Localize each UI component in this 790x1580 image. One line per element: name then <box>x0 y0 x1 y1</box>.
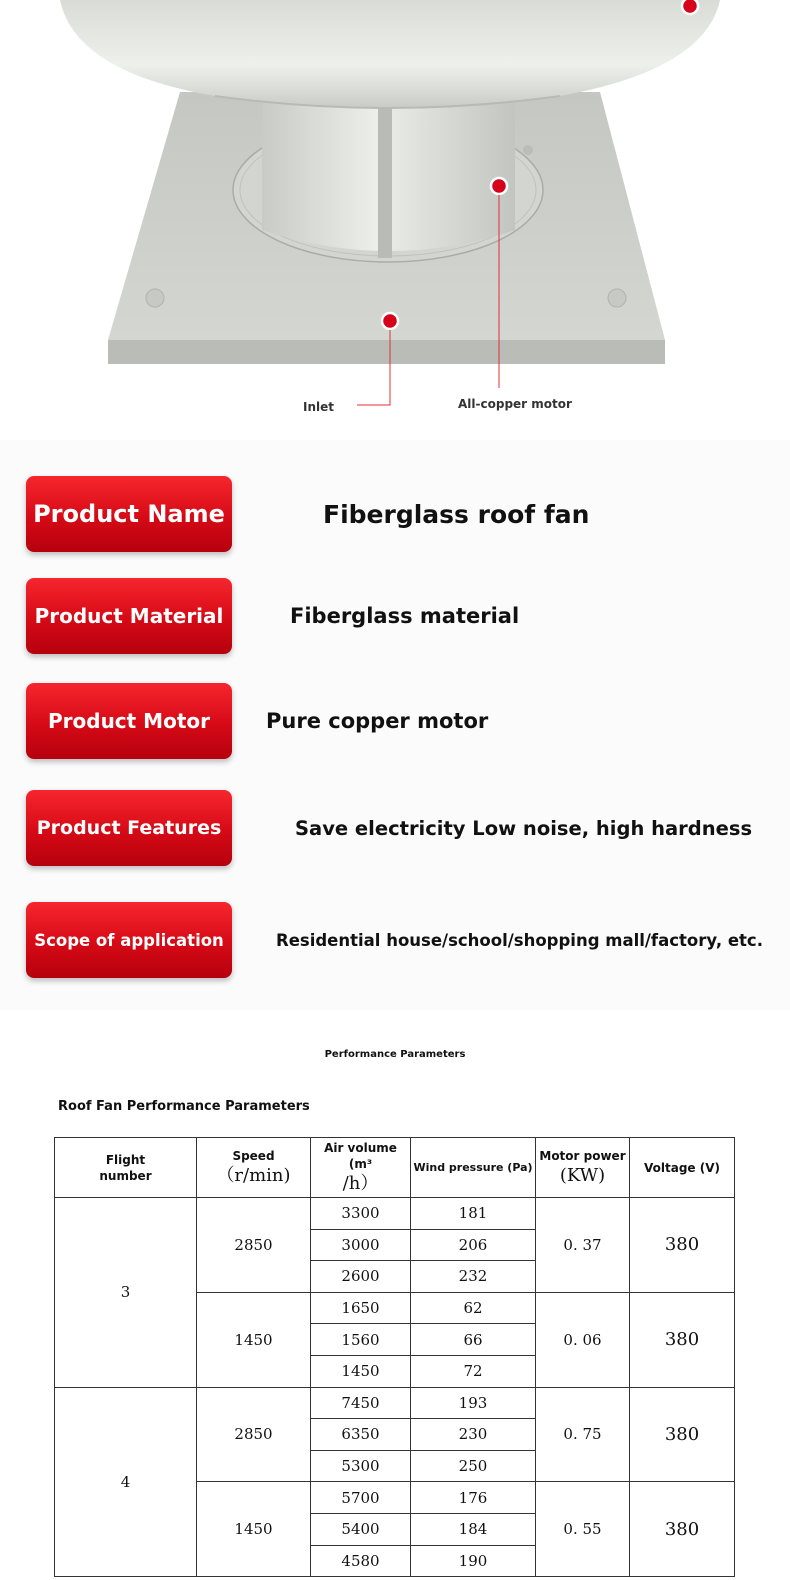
header-motor-power: Motor power (KW) <box>536 1138 630 1198</box>
cell-speed: 1450 <box>197 1482 311 1577</box>
cell-wind-pressure: 250 <box>411 1450 536 1482</box>
header-wind-pressure: Wind pressure (Pa) <box>411 1138 536 1198</box>
table-caption: Roof Fan Performance Parameters <box>58 1099 310 1114</box>
performance-table <box>54 1137 735 1577</box>
spec-label: Scope of application <box>34 930 224 950</box>
product-photo <box>0 0 790 440</box>
table-header-row <box>55 1138 735 1198</box>
cell-flight: 3 <box>55 1198 197 1388</box>
callout-motor-label: All-copper motor <box>458 397 572 411</box>
callout-inlet-label: Inlet <box>303 400 334 414</box>
spec-value: Pure copper motor <box>266 709 489 733</box>
spec-badge <box>26 578 232 654</box>
cell-voltage: 380 <box>630 1292 735 1387</box>
callout-dot <box>491 178 507 194</box>
cell-air-volume: 3300 <box>311 1198 411 1230</box>
cell-air-volume: 2600 <box>311 1261 411 1293</box>
spec-row-motor <box>0 683 790 761</box>
cell-voltage: 380 <box>630 1482 735 1577</box>
cell-wind-pressure: 184 <box>411 1513 536 1545</box>
header-flight: Flight number <box>55 1138 197 1198</box>
spec-label: Product Features <box>36 817 222 839</box>
cell-flight: 4 <box>55 1387 197 1577</box>
spec-row-scope <box>0 902 790 980</box>
cell-wind-pressure: 62 <box>411 1292 536 1324</box>
performance-heading: Performance Parameters <box>324 1049 466 1060</box>
spec-badge <box>26 790 232 866</box>
cell-air-volume: 5300 <box>311 1450 411 1482</box>
header-speed: Speed （r/min) <box>197 1138 311 1198</box>
roof-fan-illustration <box>0 0 790 440</box>
cell-speed: 2850 <box>197 1387 311 1482</box>
cell-wind-pressure: 181 <box>411 1198 536 1230</box>
spec-value: Save electricity Low noise, high hardness <box>295 816 753 840</box>
cell-air-volume: 3000 <box>311 1229 411 1261</box>
cell-speed: 1450 <box>197 1292 311 1387</box>
spec-value: Fiberglass roof fan <box>323 499 590 529</box>
spec-label: Product Name <box>33 500 225 528</box>
table-row <box>55 1198 735 1230</box>
spec-badge <box>26 476 232 552</box>
cell-wind-pressure: 206 <box>411 1229 536 1261</box>
cell-air-volume: 7450 <box>311 1387 411 1419</box>
cell-wind-pressure: 176 <box>411 1482 536 1514</box>
cell-air-volume: 5700 <box>311 1482 411 1514</box>
spec-row-features <box>0 790 790 868</box>
cell-wind-pressure: 190 <box>411 1545 536 1577</box>
cell-voltage: 380 <box>630 1387 735 1482</box>
spec-badge <box>26 683 232 759</box>
spec-badge <box>26 902 232 978</box>
cell-air-volume: 1650 <box>311 1292 411 1324</box>
cell-motor-power: 0. 06 <box>536 1292 630 1387</box>
header-air-volume: Air volume (m³ /h） <box>311 1138 411 1198</box>
spec-row-material <box>0 578 790 656</box>
cell-motor-power: 0. 37 <box>536 1198 630 1293</box>
cell-wind-pressure: 66 <box>411 1324 536 1356</box>
cell-wind-pressure: 72 <box>411 1355 536 1387</box>
cell-speed: 2850 <box>197 1198 311 1293</box>
cell-air-volume: 1450 <box>311 1355 411 1387</box>
cell-air-volume: 6350 <box>311 1419 411 1451</box>
cell-air-volume: 1560 <box>311 1324 411 1356</box>
cell-voltage: 380 <box>630 1198 735 1293</box>
cell-wind-pressure: 193 <box>411 1387 536 1419</box>
cell-wind-pressure: 232 <box>411 1261 536 1293</box>
callout-dot <box>382 313 398 329</box>
cell-air-volume: 4580 <box>311 1545 411 1577</box>
spec-label: Product Material <box>34 604 224 628</box>
header-voltage: Voltage (V) <box>630 1138 735 1198</box>
cell-motor-power: 0. 55 <box>536 1482 630 1577</box>
spec-value: Residential house/school/shopping mall/factory, etc. <box>276 930 763 950</box>
spec-label: Product Motor <box>47 709 210 733</box>
cell-motor-power: 0. 75 <box>536 1387 630 1482</box>
spec-list <box>0 440 790 1010</box>
spec-value: Fiberglass material <box>290 604 520 628</box>
callout-dot <box>682 0 698 14</box>
cell-wind-pressure: 230 <box>411 1419 536 1451</box>
table-row <box>55 1387 735 1419</box>
cell-air-volume: 5400 <box>311 1513 411 1545</box>
spec-row-name <box>0 476 790 554</box>
